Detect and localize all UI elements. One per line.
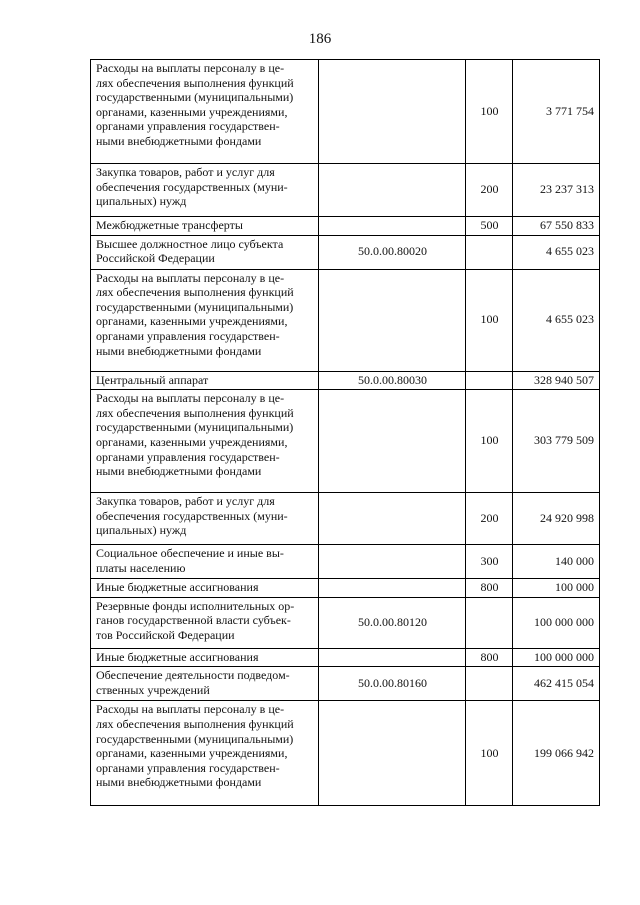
row-name-cell: Социальное обеспечение и иные вы- платы населению xyxy=(91,545,319,579)
table-row xyxy=(91,545,600,579)
table-row xyxy=(91,579,600,598)
row-code-cell: 50.0.00.80030 xyxy=(319,371,466,390)
row-type-cell: 200 xyxy=(466,493,513,545)
row-code-cell: 50.0.00.80120 xyxy=(319,597,466,648)
row-amount-cell: 4 655 023 xyxy=(513,235,600,269)
row-code-cell: 50.0.00.80020 xyxy=(319,235,466,269)
row-code-cell xyxy=(319,60,466,164)
table-row xyxy=(91,597,600,648)
row-type-cell xyxy=(466,235,513,269)
table-row xyxy=(91,701,600,806)
row-type-cell: 500 xyxy=(466,217,513,236)
row-code-cell: 50.0.00.80160 xyxy=(319,667,466,701)
table-row xyxy=(91,371,600,390)
row-name-cell: Закупка товаров, работ и услуг для обеспечения государственных (муни- ципальных) нужд xyxy=(91,164,319,217)
row-name-cell: Расходы на выплаты персоналу в це- лях обеспечения выполнения функций государственными (муниципальными) органами, казенными учреждениями, органами управления государствен- ными внебюджетными фондами xyxy=(91,701,319,806)
row-code-cell xyxy=(319,164,466,217)
row-type-cell: 200 xyxy=(466,164,513,217)
row-amount-cell: 4 655 023 xyxy=(513,269,600,371)
page-number: 186 xyxy=(308,31,332,47)
row-type-cell xyxy=(466,371,513,390)
row-name-cell: Иные бюджетные ассигнования xyxy=(91,648,319,667)
row-type-cell: 300 xyxy=(466,545,513,579)
row-type-cell: 800 xyxy=(466,579,513,598)
row-amount-cell: 199 066 942 xyxy=(513,701,600,806)
row-amount-cell: 23 237 313 xyxy=(513,164,600,217)
row-name-cell: Межбюджетные трансферты xyxy=(91,217,319,236)
row-code-cell xyxy=(319,390,466,493)
row-type-cell: 100 xyxy=(466,269,513,371)
row-name-cell: Обеспечение деятельности подведом- ственных учреждений xyxy=(91,667,319,701)
row-code-cell xyxy=(319,217,466,236)
row-name-cell: Центральный аппарат xyxy=(91,371,319,390)
table-row xyxy=(91,164,600,217)
row-amount-cell: 100 000 xyxy=(513,579,600,598)
row-code-cell xyxy=(319,701,466,806)
row-name-cell: Резервные фонды исполнительных ор- ганов государственной власти субъек- тов Российской Федерации xyxy=(91,597,319,648)
row-amount-cell: 140 000 xyxy=(513,545,600,579)
budget-table xyxy=(90,59,600,806)
row-amount-cell: 100 000 000 xyxy=(513,597,600,648)
row-amount-cell: 100 000 000 xyxy=(513,648,600,667)
table-row xyxy=(91,493,600,545)
row-name-cell: Расходы на выплаты персоналу в це- лях обеспечения выполнения функций государственными (муниципальными) органами, казенными учреждениями, органами управления государствен- ными внебюджетными фондами xyxy=(91,60,319,164)
row-name-cell: Расходы на выплаты персоналу в це- лях обеспечения выполнения функций государственными (муниципальными) органами, казенными учреждениями, органами управления государствен- ными внебюджетными фондами xyxy=(91,390,319,493)
row-amount-cell: 24 920 998 xyxy=(513,493,600,545)
table-row xyxy=(91,667,600,701)
row-name-cell: Расходы на выплаты персоналу в це- лях обеспечения выполнения функций государственными (муниципальными) органами, казенными учреждениями, органами управления государствен- ными внебюджетными фондами xyxy=(91,269,319,371)
row-name-cell: Закупка товаров, работ и услуг для обеспечения государственных (муни- ципальных) нужд xyxy=(91,493,319,545)
row-name-cell: Высшее должностное лицо субъекта Российской Федерации xyxy=(91,235,319,269)
row-amount-cell: 67 550 833 xyxy=(513,217,600,236)
row-code-cell xyxy=(319,545,466,579)
table-row xyxy=(91,269,600,371)
row-amount-cell: 303 779 509 xyxy=(513,390,600,493)
row-type-cell: 800 xyxy=(466,648,513,667)
row-name-cell: Иные бюджетные ассигнования xyxy=(91,579,319,598)
table-row xyxy=(91,390,600,493)
table-row xyxy=(91,648,600,667)
row-type-cell: 100 xyxy=(466,390,513,493)
row-code-cell xyxy=(319,648,466,667)
row-code-cell xyxy=(319,269,466,371)
row-amount-cell: 328 940 507 xyxy=(513,371,600,390)
table-row xyxy=(91,60,600,164)
row-amount-cell: 462 415 054 xyxy=(513,667,600,701)
row-type-cell: 100 xyxy=(466,60,513,164)
row-type-cell xyxy=(466,667,513,701)
row-code-cell xyxy=(319,579,466,598)
row-type-cell xyxy=(466,597,513,648)
row-type-cell: 100 xyxy=(466,701,513,806)
row-code-cell xyxy=(319,493,466,545)
table-row xyxy=(91,235,600,269)
table-row xyxy=(91,217,600,236)
row-amount-cell: 3 771 754 xyxy=(513,60,600,164)
